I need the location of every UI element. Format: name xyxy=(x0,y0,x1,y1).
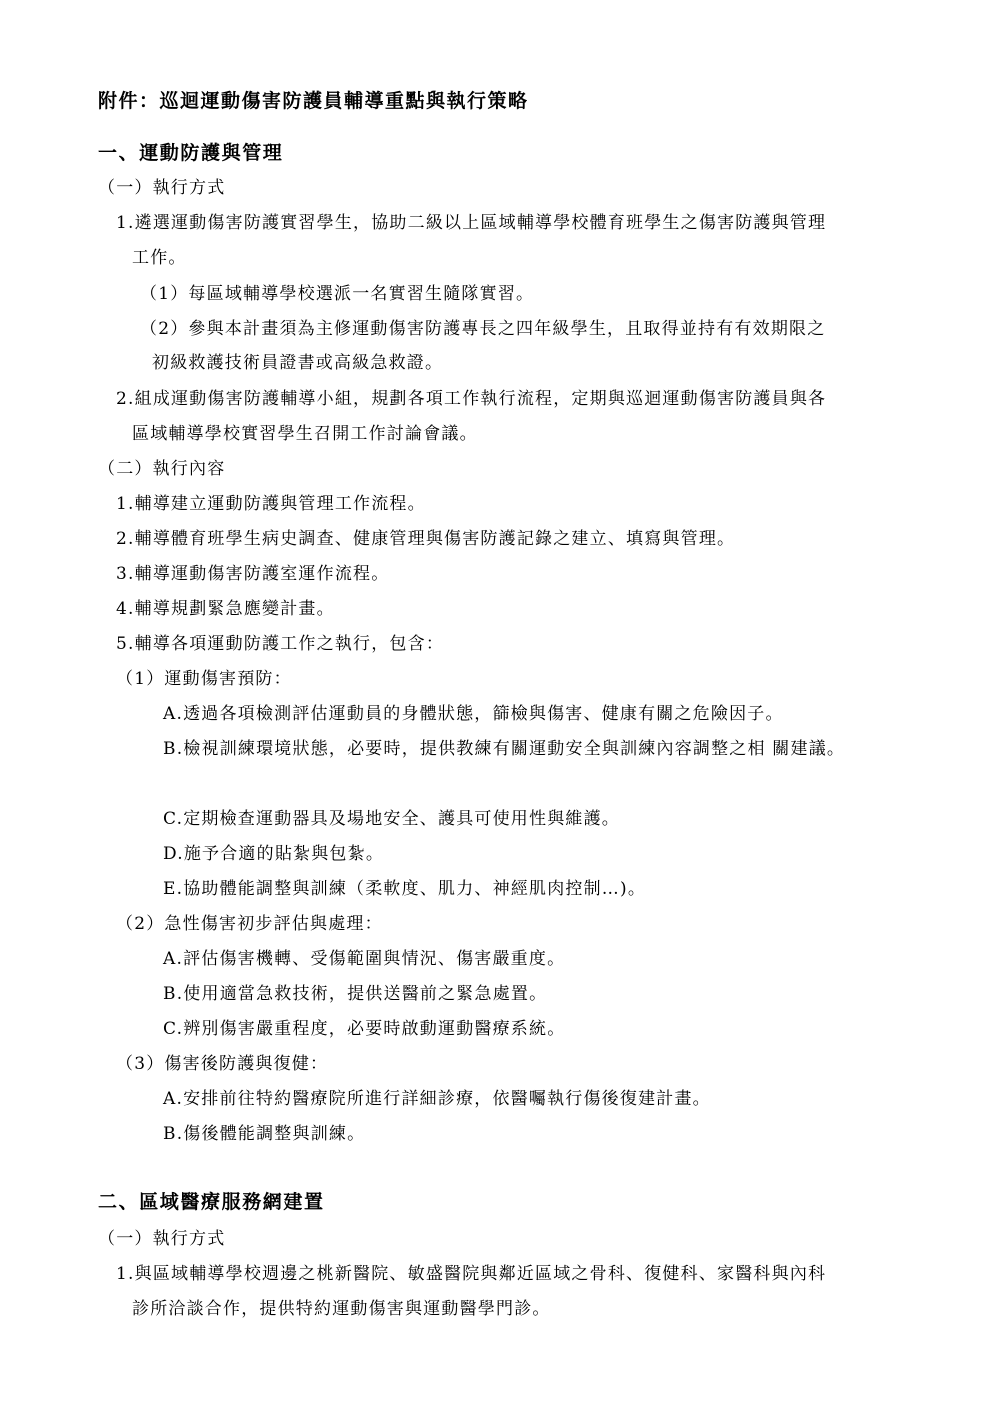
list-item-text: 3.輔導運動傷害防護室運作流程。 xyxy=(116,564,390,584)
sub-list-item: C.定期檢查運動器具及場地安全、護具可使用性與維護。 xyxy=(163,809,621,829)
document-title: 附件：巡迴運動傷害防護員輔導重點與執行策略 xyxy=(98,90,529,112)
list-item-text: 2.輔導體育班學生病史調查、健康管理與傷害防護記錄之建立、填寫與管理。 xyxy=(116,529,736,549)
list-item-text: 2.組成運動傷害防護輔導小組，規劃各項工作執行流程，定期與巡迴運動傷害防護員與各 xyxy=(116,389,827,409)
sub-list-item: B.檢視訓練環境狀態，必要時，提供教練有關運動安全與訓練內容調整之相 關建議。 xyxy=(163,739,846,759)
sub-list-item: C.辨別傷害嚴重程度，必要時啟動運動醫療系統。 xyxy=(163,1019,566,1039)
sub-list-label: （1）運動傷害預防： xyxy=(116,669,292,689)
sub-list-label: （2）急性傷害初步評估與處理： xyxy=(116,914,383,934)
sub-list-item: E.協助體能調整與訓練（柔軟度、肌力、神經肌肉控制…)。 xyxy=(163,879,647,899)
list-item-text: 5.輔導各項運動防護工作之執行，包含： xyxy=(116,634,445,654)
sub-list-item: A.評估傷害機轉、受傷範圍與情況、傷害嚴重度。 xyxy=(163,949,566,969)
list-item-text: 1.輔導建立運動防護與管理工作流程。 xyxy=(116,494,426,514)
list-item-text: 區域輔導學校實習學生召開工作討論會議。 xyxy=(132,424,478,444)
sub-list-item: A.安排前往特約醫療院所進行詳細診療，依醫囑執行傷後復建計畫。 xyxy=(163,1089,711,1109)
list-item-text: 1.遴選運動傷害防護實習學生，協助二級以上區域輔導學校體育班學生之傷害防護與管理 xyxy=(116,213,827,233)
list-item-text: （2）參與本計畫須為主修運動傷害防護專長之四年級學生，且取得並持有有效期限之 xyxy=(140,319,826,339)
sub-list-item: B.傷後體能調整與訓練。 xyxy=(163,1124,366,1144)
sub-list-item: B.使用適當急救技術，提供送醫前之緊急處置。 xyxy=(163,984,548,1004)
list-item-text: 初級救護技術員證書或高級急救證。 xyxy=(152,353,444,373)
list-item-text: 1.與區域輔導學校週邊之桃新醫院、敏盛醫院與鄰近區域之骨科、復健科、家醫科與內科 xyxy=(116,1264,827,1284)
list-item-text: 診所洽談合作，提供特約運動傷害與運動醫學門診。 xyxy=(132,1299,551,1319)
subsection-label: （二）執行內容 xyxy=(98,459,226,479)
subsection-label: （一）執行方式 xyxy=(98,1229,226,1249)
list-item-text: 工作。 xyxy=(132,248,187,268)
list-item-text: 4.輔導規劃緊急應變計畫。 xyxy=(116,599,335,619)
subsection-label: （一）執行方式 xyxy=(98,178,226,198)
section-heading: 一、運動防護與管理 xyxy=(98,142,284,164)
sub-list-item: D.施予合適的貼紮與包紮。 xyxy=(163,844,385,864)
sub-list-label: （3）傷害後防護與復健： xyxy=(116,1054,329,1074)
section-heading: 二、區域醫療服務網建置 xyxy=(98,1191,325,1213)
list-item-text: （1）每區域輔導學校選派一名實習生隨隊實習。 xyxy=(140,284,535,304)
sub-list-item: A.透過各項檢測評估運動員的身體狀態，篩檢與傷害、健康有關之危險因子。 xyxy=(163,704,784,724)
